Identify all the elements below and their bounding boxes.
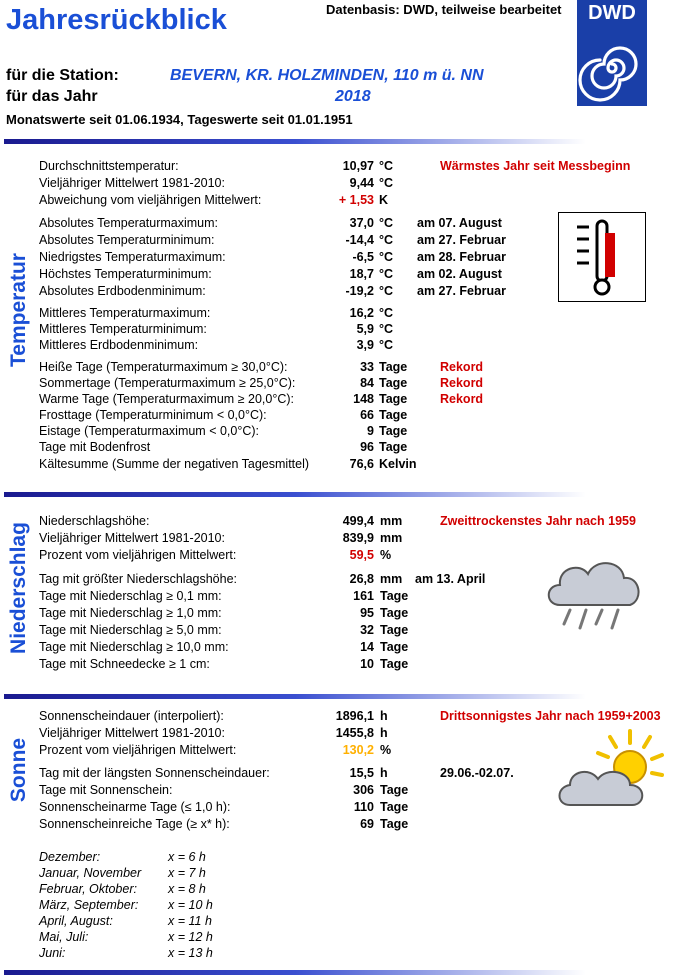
temperature-note: Wärmstes Jahr seit Messbeginn: [440, 159, 631, 173]
row-label: Kältesumme (Summe der negativen Tagesmittel): [39, 457, 310, 471]
thermometer-icon: [559, 213, 645, 301]
threshold-value: x = 13 h: [168, 946, 213, 960]
row-unit: Tage: [380, 817, 409, 831]
year-label: für das Jahr: [6, 88, 98, 105]
row-note: Rekord: [440, 392, 484, 406]
threshold-value: x = 10 h: [168, 898, 213, 912]
row-value: 1455,8: [335, 726, 374, 740]
row-unit: °C: [379, 159, 394, 173]
row-value: 10: [360, 657, 374, 671]
row-value: 95: [360, 606, 374, 620]
row-unit: h: [380, 709, 388, 723]
row-unit: °C: [379, 322, 394, 336]
row-label: Frosttage (Temperaturminimum < 0,0°C):: [39, 408, 267, 422]
threshold-months: Dezember:: [39, 850, 101, 864]
row-unit: Tage: [380, 606, 409, 620]
sun-cloud-icon: [550, 725, 670, 825]
row-unit: °C: [379, 267, 394, 281]
row-value: 84: [360, 376, 374, 390]
sunshine-section-label: Sonne: [7, 737, 30, 803]
row-label: Vieljähriger Mittelwert 1981-2010:: [39, 176, 225, 190]
section-divider: [4, 492, 586, 497]
row-unit: h: [380, 726, 388, 740]
row-unit: K: [379, 193, 389, 207]
row-value: 110: [353, 800, 374, 814]
threshold-months: Februar, Oktober:: [39, 882, 137, 896]
row-label: Niedrigstes Temperaturmaximum:: [39, 250, 226, 264]
row-unit: °C: [379, 216, 394, 230]
row-value: 18,7: [349, 267, 374, 281]
threshold-value: x = 6 h: [168, 850, 206, 864]
row-unit: °C: [379, 233, 394, 247]
row-unit: °C: [379, 250, 394, 264]
row-label: Vieljähriger Mittelwert 1981-2010:: [39, 531, 225, 545]
row-label: Tage mit Bodenfrost: [39, 440, 151, 454]
row-unit: Tage: [379, 424, 408, 438]
row-label: Tage mit Niederschlag ≥ 10,0 mm:: [39, 640, 229, 654]
row-value: 1896,1: [335, 709, 374, 723]
row-unit: Tage: [380, 640, 409, 654]
station-value: BEVERN, KR. HOLZMINDEN, 110 m ü. NN: [170, 67, 484, 84]
dwd-logo: [577, 0, 647, 106]
row-value: 499,4: [342, 514, 374, 528]
row-value: 3,9: [356, 338, 374, 352]
row-unit: Tage: [379, 360, 408, 374]
row-value: 59,5: [349, 548, 374, 562]
row-value: 14: [360, 640, 374, 654]
section-divider: [4, 139, 586, 144]
threshold-months: Mai, Juli:: [39, 930, 89, 944]
row-date: am 27. Februar: [417, 284, 506, 298]
threshold-months: April, August:: [39, 914, 113, 928]
row-label: Absolutes Temperaturmaximum:: [39, 216, 219, 230]
row-value: 9,44: [349, 176, 374, 190]
row-value: 69: [360, 817, 374, 831]
row-unit: %: [380, 743, 392, 757]
row-value: 66: [360, 408, 374, 422]
row-date: am 02. August: [417, 267, 502, 281]
row-label: Heiße Tage (Temperaturmaximum ≥ 30,0°C):: [39, 360, 288, 374]
row-unit: °C: [379, 176, 394, 190]
row-label: Tage mit Niederschlag ≥ 1,0 mm:: [39, 606, 222, 620]
row-unit: Tage: [380, 657, 409, 671]
row-value: 130,2: [342, 743, 374, 757]
row-unit: h: [380, 766, 388, 780]
row-value: 76,6: [349, 457, 374, 471]
thermometer-box: [558, 212, 646, 302]
row-value: 9: [367, 424, 374, 438]
row-label: Tage mit Sonnenschein:: [39, 783, 173, 797]
row-unit: Tage: [380, 623, 409, 637]
row-value: + 1,53: [338, 193, 374, 207]
row-value: 15,5: [349, 766, 374, 780]
row-value: -19,2: [345, 284, 374, 298]
row-label: Prozent vom vieljährigen Mittelwert:: [39, 548, 237, 562]
row-value: 148: [353, 392, 374, 406]
row-unit: Tage: [379, 392, 408, 406]
row-label: Tage mit Niederschlag ≥ 0,1 mm:: [39, 589, 222, 603]
row-label: Eistage (Temperaturmaximum < 0,0°C):: [39, 424, 260, 438]
page-title: Jahresrückblick: [6, 4, 227, 36]
row-label: Tag mit größter Niederschlagshöhe:: [39, 572, 238, 586]
row-value: 5,9: [356, 322, 374, 336]
row-label: Niederschlagshöhe:: [39, 514, 150, 528]
row-value: -6,5: [352, 250, 374, 264]
row-value: 32: [360, 623, 374, 637]
row-label: Warme Tage (Temperaturmaximum ≥ 20,0°C):: [39, 392, 294, 406]
sunshine-note: Drittsonnigstes Jahr nach 1959+2003: [440, 709, 661, 723]
row-label: Sonnenscheindauer (interpoliert):: [39, 709, 224, 723]
temperature-section-label: Temperatur: [7, 253, 30, 367]
threshold-months: Juni:: [39, 946, 66, 960]
row-unit: mm: [380, 531, 403, 545]
row-unit: mm: [380, 514, 403, 528]
section-divider: [4, 694, 586, 699]
row-value: 16,2: [349, 306, 374, 320]
row-unit: Kelvin: [379, 457, 417, 471]
station-label: für die Station:: [6, 67, 119, 84]
precipitation-section-label: Niederschlag: [7, 521, 30, 654]
row-label: Absolutes Temperaturminimum:: [39, 233, 215, 247]
row-label: Abweichung vom vieljährigen Mittelwert:: [39, 193, 262, 207]
row-unit: Tage: [380, 800, 409, 814]
row-value: 306: [353, 783, 374, 797]
row-label: Mittleres Temperaturminimum:: [39, 322, 207, 336]
row-value: 161: [353, 589, 374, 603]
rain-cloud-icon: [540, 550, 650, 640]
row-label: Tag mit der längsten Sonnenscheindauer:: [39, 766, 270, 780]
row-unit: mm: [380, 572, 403, 586]
row-note: Rekord: [440, 360, 484, 374]
threshold-months: März, September:: [39, 898, 139, 912]
spiral-logo-icon: [577, 28, 647, 108]
row-value: 37,0: [349, 216, 374, 230]
row-value: -14,4: [345, 233, 374, 247]
row-unit: Tage: [379, 408, 408, 422]
row-label: Prozent vom vieljährigen Mittelwert:: [39, 743, 237, 757]
row-date: am 13. April: [415, 572, 486, 586]
threshold-value: x = 8 h: [168, 882, 206, 896]
row-date: am 28. Februar: [417, 250, 506, 264]
row-unit: °C: [379, 338, 394, 352]
threshold-months: Januar, November: [39, 866, 142, 880]
row-label: Vieljähriger Mittelwert 1981-2010:: [39, 726, 225, 740]
row-unit: Tage: [379, 376, 408, 390]
data-since: Monatswerte seit 01.06.1934, Tageswerte seit 01.01.1951: [6, 112, 353, 127]
row-unit: Tage: [379, 440, 408, 454]
row-label: Tage mit Schneedecke ≥ 1 cm:: [39, 657, 210, 671]
row-unit: Tage: [380, 783, 409, 797]
year-value: 2018: [335, 88, 371, 105]
row-label: Absolutes Erdbodenminimum:: [39, 284, 206, 298]
row-value: 10,97: [342, 159, 374, 173]
row-label: Mittleres Temperaturmaximum:: [39, 306, 211, 320]
row-value: 839,9: [342, 531, 374, 545]
threshold-value: x = 7 h: [168, 866, 206, 880]
row-value: 33: [360, 360, 374, 374]
row-label: Durchschnittstemperatur:: [39, 159, 179, 173]
row-unit: °C: [379, 306, 394, 320]
section-divider: [4, 970, 586, 975]
row-label: Mittleres Erdbodenminimum:: [39, 338, 199, 352]
row-label: Sonnenscheinarme Tage (≤ 1,0 h):: [39, 800, 231, 814]
precipitation-note: Zweittrockenstes Jahr nach 1959: [440, 514, 636, 528]
row-unit: %: [380, 548, 392, 562]
threshold-value: x = 12 h: [168, 930, 213, 944]
row-unit: Tage: [380, 589, 409, 603]
row-date: am 07. August: [417, 216, 502, 230]
row-date: am 27. Februar: [417, 233, 506, 247]
logo-text: DWD: [588, 2, 636, 24]
row-label: Sonnenscheinreiche Tage (≥ x* h):: [39, 817, 230, 831]
row-value: 26,8: [349, 572, 374, 586]
data-source: Datenbasis: DWD, teilweise bearbeitet: [326, 2, 562, 17]
row-label: Höchstes Temperaturminimum:: [39, 267, 212, 281]
row-date: 29.06.-02.07.: [440, 766, 514, 780]
row-label: Tage mit Niederschlag ≥ 5,0 mm:: [39, 623, 222, 637]
row-value: 96: [360, 440, 374, 454]
threshold-value: x = 11 h: [168, 914, 212, 928]
row-label: Sommertage (Temperaturmaximum ≥ 25,0°C):: [39, 376, 296, 390]
row-unit: °C: [379, 284, 394, 298]
row-note: Rekord: [440, 376, 484, 390]
